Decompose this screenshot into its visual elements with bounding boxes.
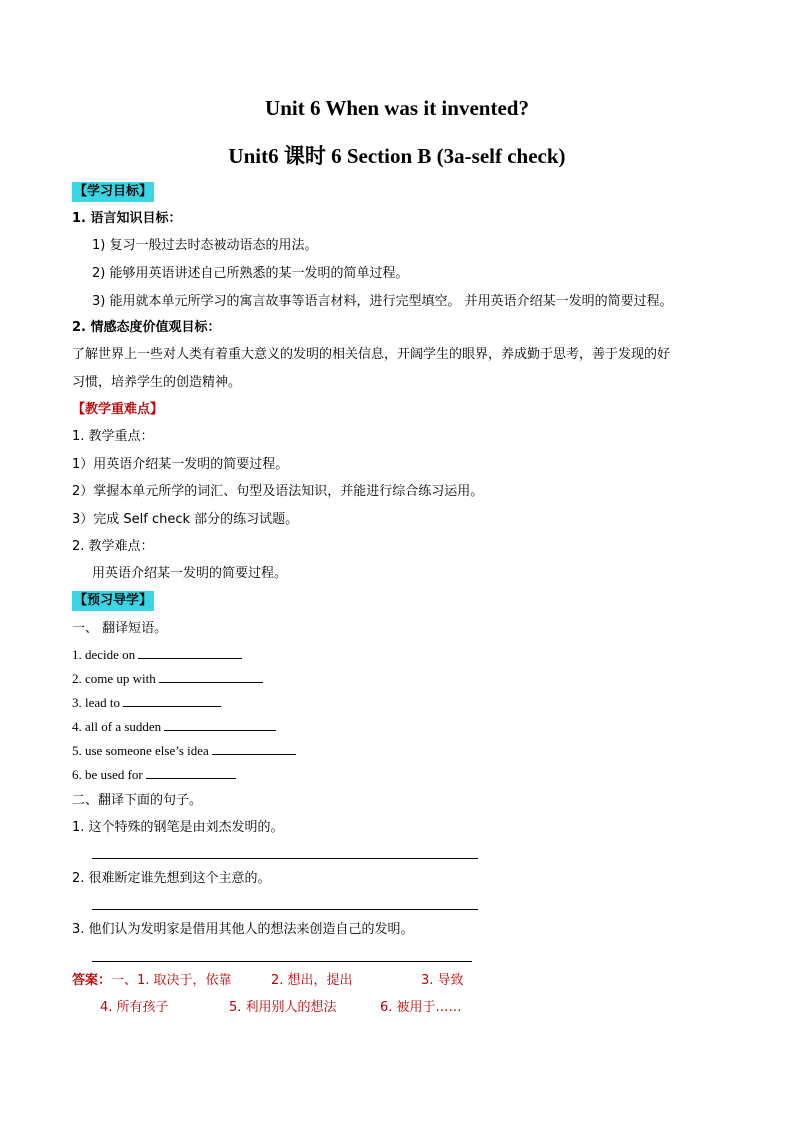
difficulty-heading: 2. 教学难点： [72, 539, 154, 554]
answer-blank[interactable] [123, 694, 221, 707]
difficulty-text: 用英语介绍某一发明的简要过程。 [92, 566, 288, 581]
phrase-item [72, 645, 242, 665]
answer-text: 2. 想出，提出 [271, 973, 353, 988]
knowledge-item: 3) 能用就本单元所学习的寓言故事等语言材料，进行完型填空。 并用英语介绍某一发明的简要过程。 [92, 294, 673, 309]
answers-row [72, 971, 232, 991]
phrase-text: 4. all of a sudden [72, 719, 162, 734]
answer-text: 3. 导致 [421, 973, 464, 988]
phrase-item [72, 741, 296, 761]
answer-line[interactable] [92, 961, 472, 962]
phrase-text: 6. be used for [72, 767, 143, 782]
answer-line[interactable] [92, 909, 478, 910]
focus-item: 2）掌握本单元所学的词汇、句型及语法知识，并能进行综合练习运用。 [72, 484, 484, 499]
answer-blank[interactable] [138, 646, 242, 659]
sentence-item: 1. 这个特殊的钢笔是由刘杰发明的。 [72, 820, 284, 835]
phrase-item [72, 765, 236, 785]
phrases-heading: 一、 翻译短语。 [72, 621, 168, 636]
phrase-item [72, 669, 263, 689]
objectives-tag: 【学习目标】 [72, 182, 154, 202]
key-points-tag: 【教学重难点】 [72, 402, 164, 417]
focus-item: 3）完成 Self check 部分的练习试题。 [72, 512, 299, 527]
phrase-item [72, 717, 276, 737]
answer-blank[interactable] [164, 718, 276, 731]
answer-text: 6. 被用于…… [380, 1000, 462, 1015]
focus-heading: 1. 教学重点： [72, 429, 154, 444]
emotion-heading: 2. 情感态度价值观目标： [72, 320, 221, 335]
answer-blank[interactable] [212, 742, 296, 755]
answer-text: 一、1. 取决于，依靠 [111, 973, 232, 988]
emotion-text: 习惯，培养学生的创造精神。 [72, 375, 242, 390]
document-title: Unit 6 When was it invented? [265, 96, 529, 120]
phrase-text: 5. use someone else’s idea [72, 743, 209, 758]
focus-item: 1）用英语介绍某一发明的简要过程。 [72, 457, 289, 472]
answer-text: 5. 利用别人的想法 [229, 1000, 337, 1015]
answer-blank[interactable] [159, 670, 263, 683]
phrase-item [72, 693, 221, 713]
answer-blank[interactable] [146, 766, 236, 779]
emotion-text: 了解世界上一些对人类有着重大意义的发明的相关信息，开阔学生的眼界，养成勤于思考，善于发现的好 [72, 347, 671, 362]
answer-line[interactable] [92, 858, 478, 859]
phrase-text: 2. come up with [72, 671, 156, 686]
answers-label: 答案： [72, 973, 112, 988]
document-subtitle: Unit6 课时 6 Section B (3a-self check) [228, 144, 566, 168]
preview-tag: 【预习导学】 [72, 591, 154, 611]
sentence-item: 2. 很难断定谁先想到这个主意的。 [72, 871, 271, 886]
phrase-text: 1. decide on [72, 647, 136, 662]
knowledge-item: 1) 复习一般过去时态被动语态的用法。 [92, 238, 318, 253]
answer-text: 4. 所有孩子 [100, 1000, 169, 1015]
knowledge-item: 2) 能够用英语讲述自己所熟悉的某一发明的简单过程。 [92, 266, 409, 281]
sentence-item: 3. 他们认为发明家是借用其他人的想法来创造自己的发明。 [72, 922, 414, 937]
phrase-text: 3. lead to [72, 695, 121, 710]
sentences-heading: 二、翻译下面的句子。 [72, 793, 203, 808]
knowledge-heading: 1. 语言知识目标： [72, 211, 182, 226]
